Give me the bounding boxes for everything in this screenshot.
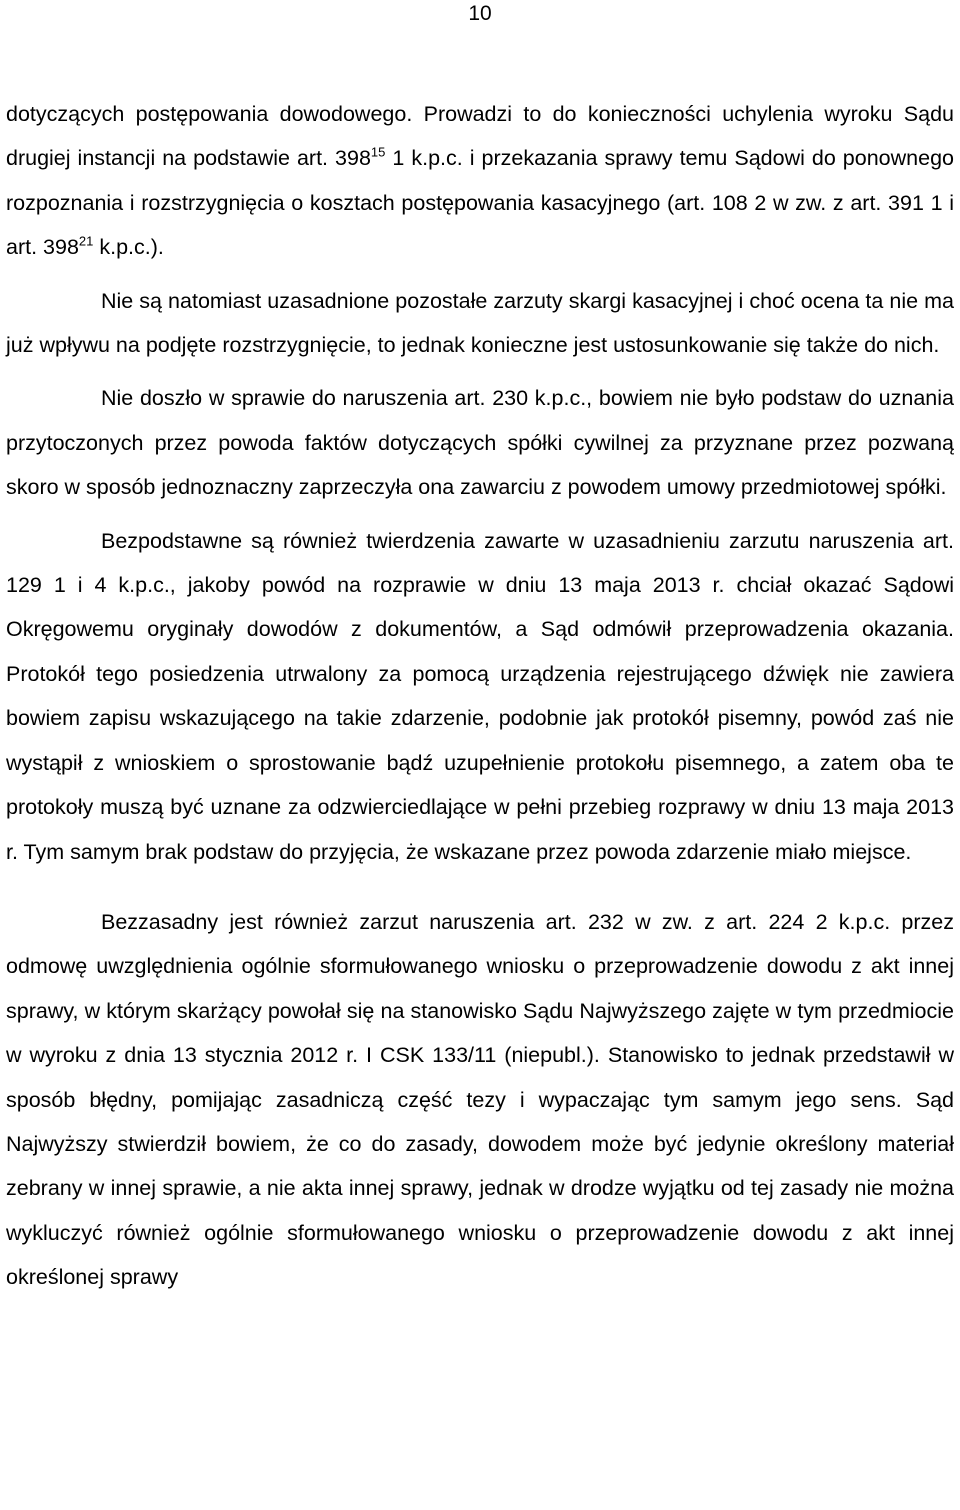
text-segment: dotyczących postępowania dowodowego. Prowadzi to do konieczności uchylenia wyroku Sądu drugiej instancji na podstawie art. 398 — [6, 102, 954, 171]
document-body — [6, 92, 954, 1300]
superscript: 21 — [78, 233, 94, 249]
paragraph — [6, 92, 954, 270]
superscript: 15 — [370, 144, 386, 160]
paragraph — [6, 519, 954, 874]
text-segment: Nie są natomiast uzasadnione pozostałe zarzuty skargi kasacyjnej i choć ocena ta nie ma już wpływu na podjęte rozstrzygnięcie, to jednak konieczne jest ustosunkowanie się także do nich. — [6, 288, 954, 358]
text-segment: Nie doszło w sprawie do naruszenia art. 230 k.p.c., bowiem nie było podstaw do uznania przytoczonych przez powoda faktów dotyczących spółki cywilnej za przyznane przez pozwaną skoro w sposób jednoznaczny zaprzeczyła ona zawarciu z powodem umowy przedmiotowej spółki. — [6, 386, 954, 500]
paragraph — [6, 376, 954, 509]
text-segment: k.p.c.). — [93, 235, 164, 260]
text-segment: 1 k.p.c. i przekazania sprawy temu Sądowi do ponownego rozpoznania i rozstrzygnięcia o kosztach postępowania kasacyjnego (art. 108 2 w zw. z art. 391 1 i art. 398 — [6, 146, 954, 260]
paragraph — [6, 900, 954, 1300]
paragraph — [6, 279, 954, 368]
text-segment: Bezzasadny jest również zarzut naruszenia art. 232 w zw. z art. 224 2 k.p.c. przez odmowę uwzględnienia ogólnie sformułowanego wniosku o przeprowadzenie dowodu z akt innej sprawy, w którym skarżący powołał się na stanowisko Sądu Najwyższego zajęte w tym przedmiocie w wyroku z dnia 13 stycznia 2012 r. I CSK 133/11 (niepubl.). Stanowisko to jednak przedstawił w sposób błędny, pomijając zasadniczą część tezy i wypaczając tym samym jego sens. Sąd Najwyższy stwierdził bowiem, że co do zasady, dowodem może być jedynie określony materiał zebrany w innej sprawie, a nie akta innej sprawy, jednak w drodze wyjątku od tej zasady nie można wykluczyć również ogólnie sformułowanego wniosku o przeprowadzenie dowodu z akt innej określonej sprawy — [6, 909, 954, 1290]
page-number: 10 — [468, 2, 492, 25]
text-segment: Bezpodstawne są również twierdzenia zawarte w uzasadnieniu zarzutu naruszenia art. 129 1 i 4 k.p.c., jakoby powód na rozprawie w dniu 13 maja 2013 r. chciał okazać Sądowi Okręgowemu oryginały dowodów z dokumentów, a Sąd odmówił przeprowadzenia okazania. Protokół tego posiedzenia utrwalony za pomocą urządzenia rejestrującego dźwięk nie zawiera bowiem zapisu wskazującego na takie zdarzenie, podobnie jak protokół pisemny, powód zaś nie wystąpił z wnioskiem o sprostowanie bądź uzupełnienie protokołu pisemnego, a zatem oba te protokoły muszą być uznane za odzwierciedlające w pełni przebieg rozprawy w dniu 13 maja 2013 r. Tym samym brak podstaw do przyjęcia, że wskazane przez powoda zdarzenie miało miejsce. — [6, 528, 954, 864]
